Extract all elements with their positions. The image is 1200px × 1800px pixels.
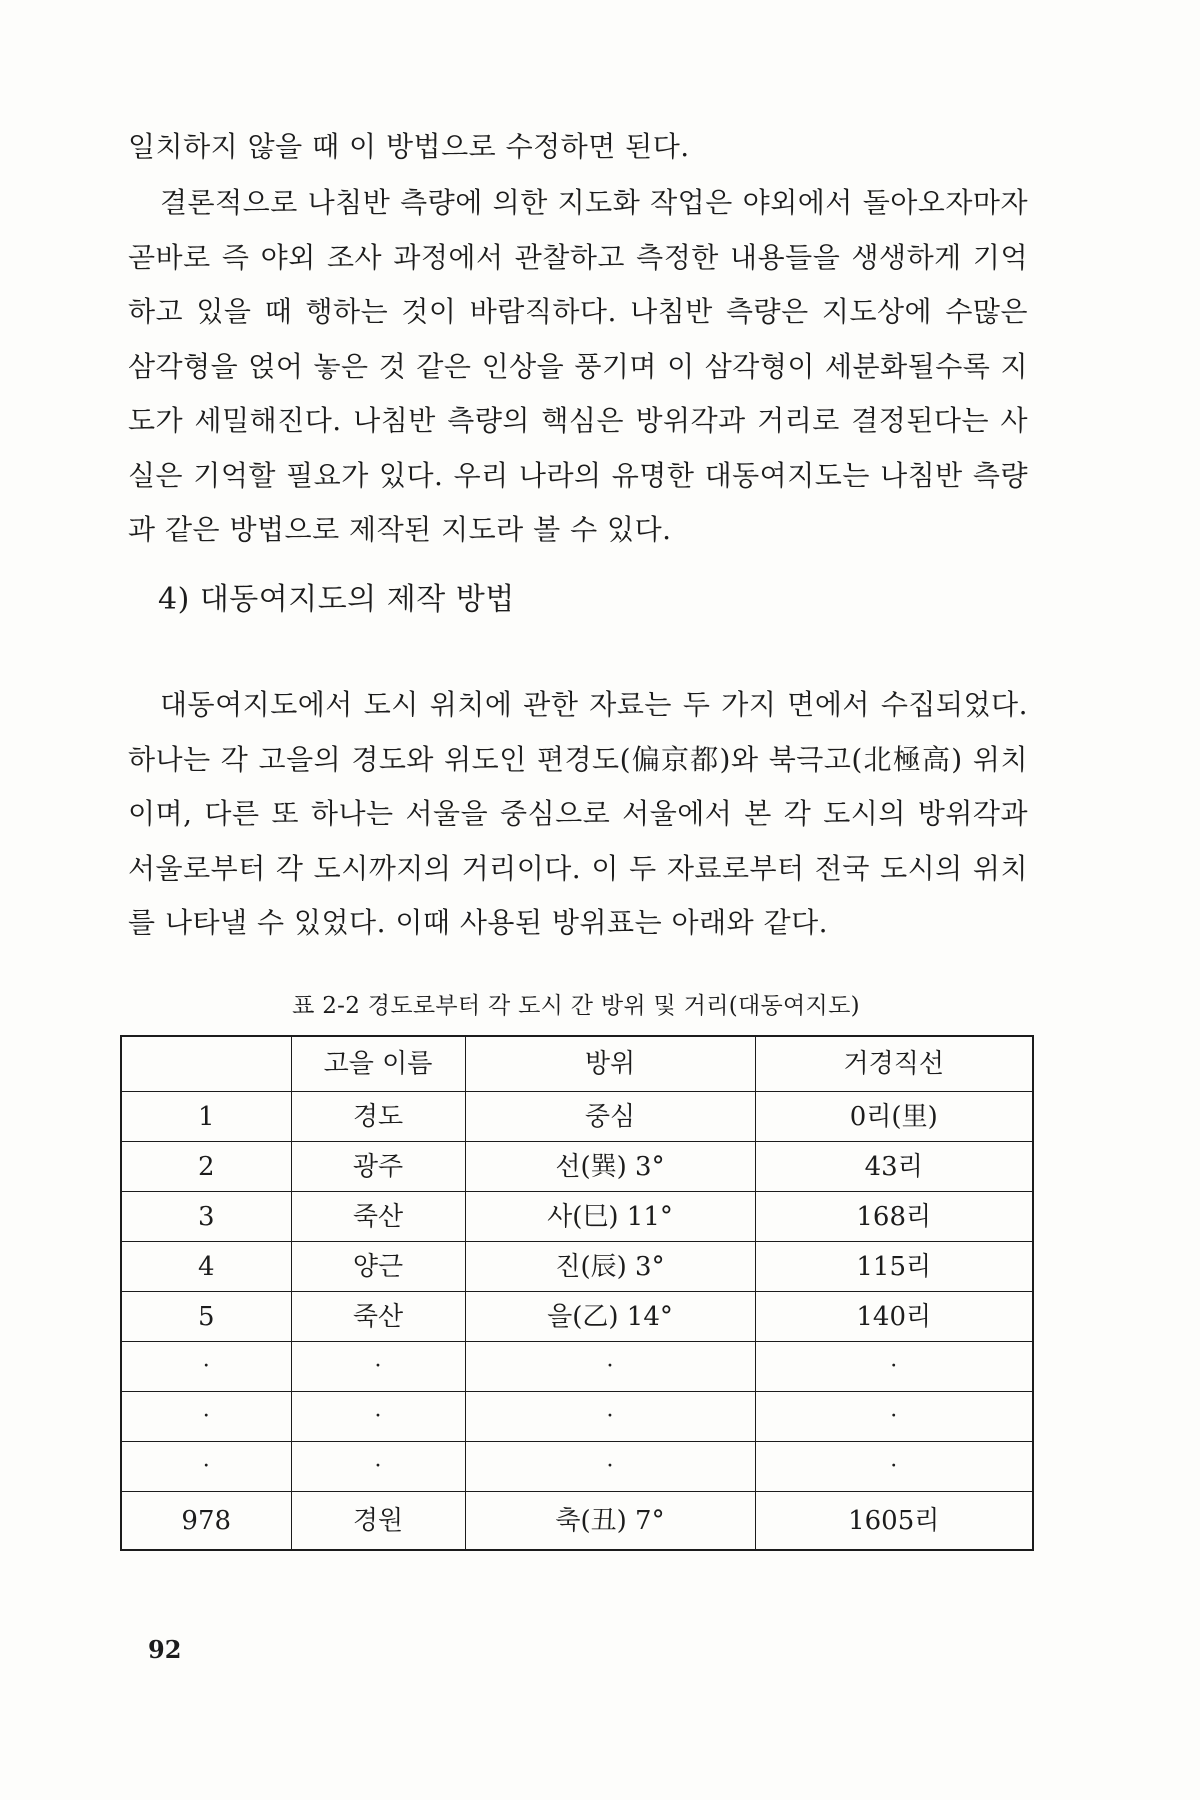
cell-index: 3	[121, 1192, 291, 1242]
table-row	[121, 1092, 1033, 1142]
distance-table	[120, 1035, 1034, 1551]
paragraph-3	[128, 678, 1028, 951]
cell-ellipsis: ·	[465, 1392, 755, 1442]
cell-index: 1	[121, 1092, 291, 1142]
cell-ellipsis: ·	[121, 1392, 291, 1442]
cell-town: 경도	[291, 1092, 465, 1142]
header-distance: 거경직선	[755, 1036, 1033, 1092]
cell-town: 죽산	[291, 1292, 465, 1342]
cell-distance: 115리	[755, 1242, 1033, 1292]
cell-ellipsis: ·	[291, 1392, 465, 1442]
section-heading: 4) 대동여지도의 제작 방법	[158, 582, 515, 617]
cell-bearing: 진(辰) 3°	[465, 1242, 755, 1292]
cell-town: 양근	[291, 1242, 465, 1292]
table-row-ellipsis	[121, 1442, 1033, 1492]
header-bearing: 방위	[465, 1036, 755, 1092]
cell-town: 광주	[291, 1142, 465, 1192]
cell-bearing: 을(乙) 14°	[465, 1292, 755, 1342]
table-row	[121, 1242, 1033, 1292]
header-index	[121, 1036, 291, 1092]
cell-bearing: 선(巽) 3°	[465, 1142, 755, 1192]
cell-ellipsis: ·	[121, 1342, 291, 1392]
cell-bearing: 사(巳) 11°	[465, 1192, 755, 1242]
paragraph-3-text: 대동여지도에서 도시 위치에 관한 자료는 두 가지 면에서 수집되었다. 하나는 각 고을의 경도와 위도인 편경도(偏京都)와 북극고(北極高) 위치이며, 다른 또 하나는 서울을 중심으로 서울에서 본 각 도시의 방위각과 서울로부터 각 도시까지의 거리이다. 이 두 자료로부터 전국 도시의 위치를 나타낼 수 있었다. 이때 사용된 방위표는 아래와 같다.	[128, 688, 1028, 939]
table-row	[121, 1492, 1033, 1551]
table-row	[121, 1292, 1033, 1342]
table-header-row	[121, 1036, 1033, 1092]
paragraph-2-text: 결론적으로 나침반 측량에 의한 지도화 작업은 야외에서 돌아오자마자 곧바로 즉 야외 조사 과정에서 관찰하고 측정한 내용들을 생생하게 기억하고 있을 때 행하는 것이 바람직하다. 나침반 측량은 지도상에 수많은 삼각형을 얹어 놓은 것 같은 인상을 풍기며 이 삼각형이 세분화될수록 지도가 세밀해진다. 나침반 측량의 핵심은 방위각과 거리로 결정된다는 사실은 기억할 필요가 있다. 우리 나라의 유명한 대동여지도는 나침반 측량과 같은 방법으로 제작된 지도라 볼 수 있다.	[128, 186, 1028, 546]
header-town-name: 고을 이름	[291, 1036, 465, 1092]
table-row-ellipsis	[121, 1392, 1033, 1442]
table-row	[121, 1192, 1033, 1242]
page-number: 92	[148, 1635, 182, 1664]
cell-distance: 168리	[755, 1192, 1033, 1242]
cell-ellipsis: ·	[755, 1342, 1033, 1392]
cell-town: 경원	[291, 1492, 465, 1551]
cell-bearing: 축(丑) 7°	[465, 1492, 755, 1551]
cell-ellipsis: ·	[121, 1442, 291, 1492]
cell-ellipsis: ·	[291, 1342, 465, 1392]
table-row-ellipsis	[121, 1342, 1033, 1392]
cell-index: 978	[121, 1492, 291, 1551]
cell-ellipsis: ·	[465, 1342, 755, 1392]
cell-town: 죽산	[291, 1192, 465, 1242]
cell-index: 5	[121, 1292, 291, 1342]
table-caption: 표 2-2 경도로부터 각 도시 간 방위 및 거리(대동여지도)	[292, 993, 860, 1019]
cell-ellipsis: ·	[755, 1392, 1033, 1442]
cell-distance: 43리	[755, 1142, 1033, 1192]
cell-bearing: 중심	[465, 1092, 755, 1142]
table-row	[121, 1142, 1033, 1192]
cell-distance: 1605리	[755, 1492, 1033, 1551]
cell-distance: 140리	[755, 1292, 1033, 1342]
cell-index: 4	[121, 1242, 291, 1292]
paragraph-1	[128, 120, 1028, 175]
cell-distance: 0리(里)	[755, 1092, 1033, 1142]
cell-index: 2	[121, 1142, 291, 1192]
paragraph-1-text: 일치하지 않을 때 이 방법으로 수정하면 된다.	[128, 130, 690, 163]
cell-ellipsis: ·	[465, 1442, 755, 1492]
paragraph-2	[128, 176, 1028, 558]
cell-ellipsis: ·	[291, 1442, 465, 1492]
cell-ellipsis: ·	[755, 1442, 1033, 1492]
